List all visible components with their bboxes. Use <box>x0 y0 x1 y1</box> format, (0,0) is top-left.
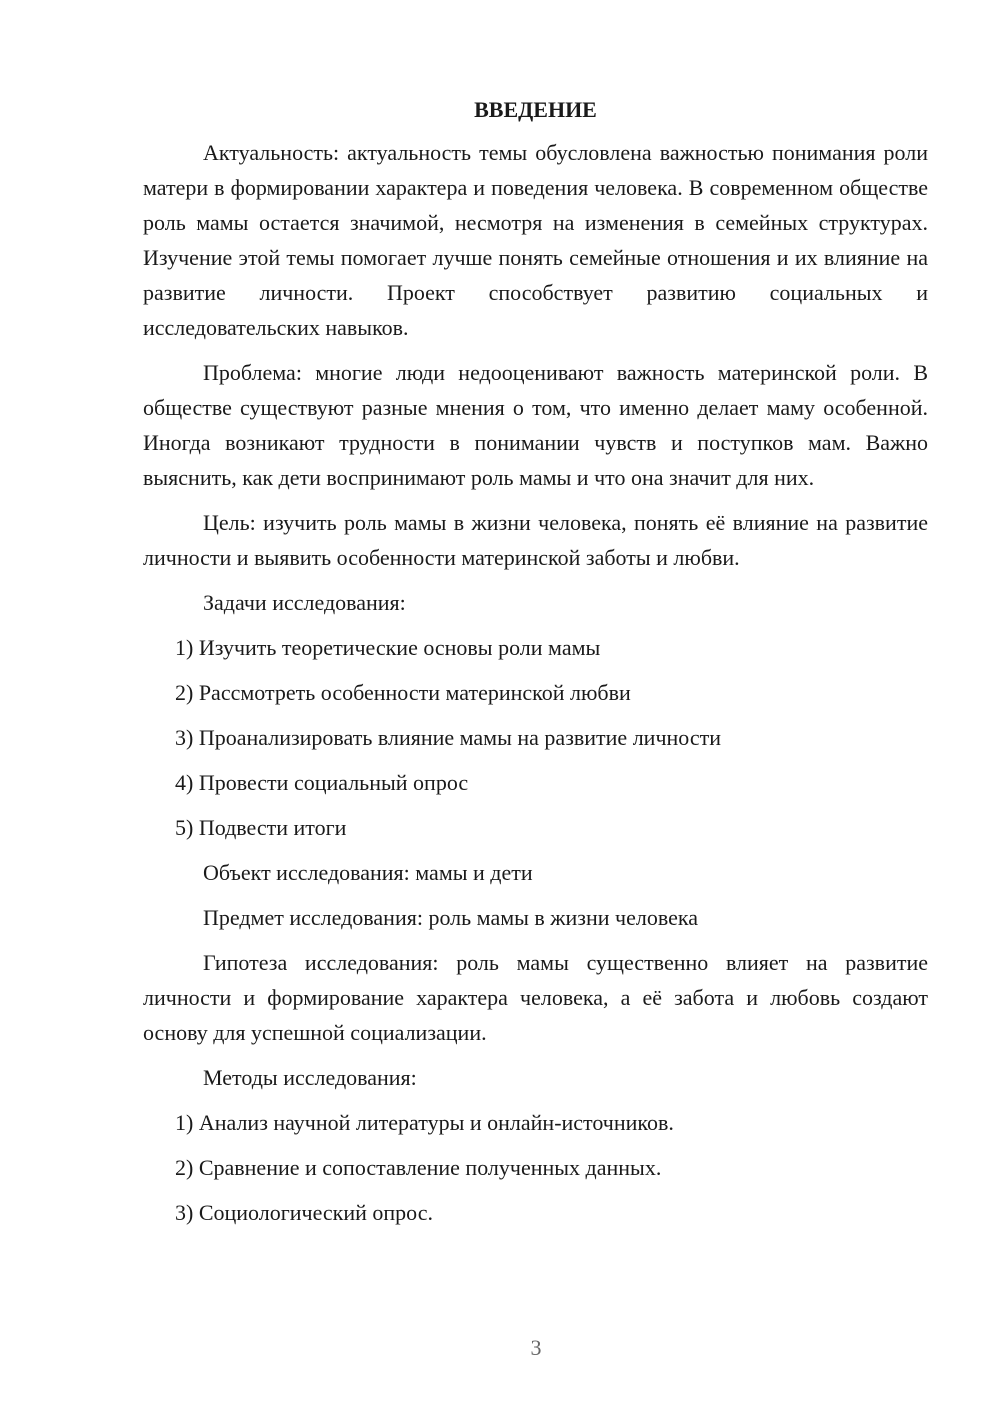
document-body <box>143 92 928 1240</box>
page-number: 3 <box>530 1335 542 1360</box>
research-object: Объект исследования: мамы и дети <box>203 860 533 885</box>
tasks-heading: Задачи исследования: <box>203 590 406 615</box>
method-item: 3) Социологический опрос. <box>175 1200 433 1225</box>
task-item: 1) Изучить теоретические основы роли мамы <box>175 635 601 660</box>
method-item: 2) Сравнение и сопоставление полученных данных. <box>175 1155 662 1180</box>
research-subject: Предмет исследования: роль мамы в жизни человека <box>203 905 698 930</box>
task-item: 3) Проанализировать влияние мамы на развитие личности <box>175 725 721 750</box>
hypothesis-paragraph: Гипотеза исследования: роль мамы существенно влияет на развитие личности и формирование характера человека, а её забота и любовь создают основу для успешной социализации. <box>143 950 928 1045</box>
task-item: 4) Провести социальный опрос <box>175 770 469 795</box>
methods-heading: Методы исследования: <box>203 1065 417 1090</box>
task-item: 2) Рассмотреть особенности материнской любви <box>175 680 631 705</box>
problem-paragraph: Проблема: многие люди недооценивают важность материнской роли. В обществе существуют разные мнения о том, что именно делает маму особенной. Иногда возникают трудности в понимании чувств и поступков мам. Важно выяснить, как дети воспринимают роль мамы и что она значит для них. <box>143 360 928 490</box>
page-title: ВВЕДЕНИЕ <box>474 97 597 122</box>
method-item: 1) Анализ научной литературы и онлайн-источников. <box>175 1110 674 1135</box>
goal-paragraph: Цель: изучить роль мамы в жизни человека, понять её влияние на развитие личности и выявить особенности материнской заботы и любви. <box>143 510 928 570</box>
relevance-paragraph: Актуальность: актуальность темы обусловлена важностью понимания роли матери в формировании характера и поведения человека. В современном обществе роль мамы остается значимой, несмотря на изменения в семейных структурах. Изучение этой темы помогает лучше понять семейные отношения и их влияние на развитие личности. Проект способствует развитию социальных и исследовательских навыков. <box>143 140 928 340</box>
task-item: 5) Подвести итоги <box>175 815 347 840</box>
